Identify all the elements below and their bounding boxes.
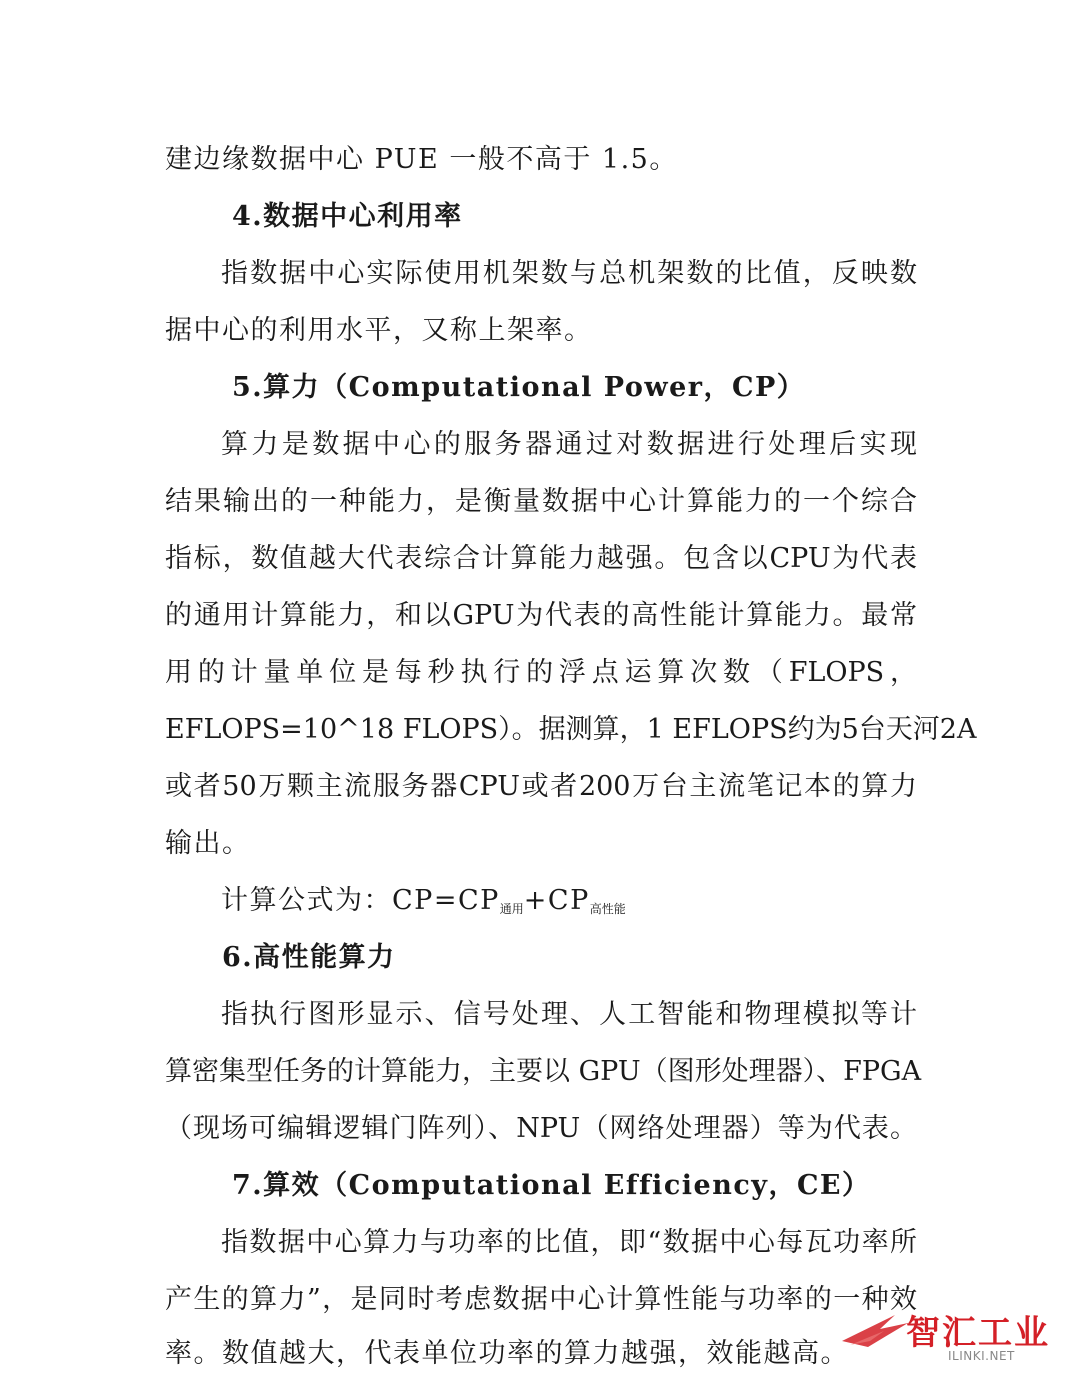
paragraph-line: 用的计量单位是每秒执行的浮点运算次数（FLOPS， <box>165 657 917 688</box>
section-heading-4: 4.数据中心利用率 <box>232 201 463 232</box>
paragraph-line: 据中心的利用水平，又称上架率。 <box>165 315 593 346</box>
paragraph-line: 或者50万颗主流服务器CPU或者200万台主流笔记本的算力 <box>165 771 917 802</box>
paragraph-line: 指标，数值越大代表综合计算能力越强。包含以CPU为代表 <box>165 543 917 574</box>
paragraph-line: （现场可编辑逻辑门阵列）、NPU（网络处理器）等为代表。 <box>165 1113 917 1144</box>
section-heading-5: 5.算力（Computational Power，CP） <box>232 372 806 403</box>
paragraph-line: 算密集型任务的计算能力，主要以 GPU（图形处理器）、FPGA <box>165 1056 922 1087</box>
formula-text: 计算公式为：CP=CP <box>221 885 500 916</box>
paragraph-line: 指执行图形显示、信号处理、人工智能和物理模拟等计 <box>221 999 917 1030</box>
formula-subscript-high-performance: 高性能 <box>589 902 626 916</box>
watermark-logo-icon <box>840 1301 910 1361</box>
watermark-url: ILINKI.NET <box>948 1349 1015 1363</box>
paragraph-line: 建边缘数据中心 PUE 一般不高于 1.5。 <box>165 144 678 175</box>
paragraph-line: 指数据中心算力与功率的比值，即“数据中心每瓦功率所 <box>221 1227 917 1258</box>
formula-line <box>221 881 917 929</box>
paragraph-line: 算力是数据中心的服务器通过对数据进行处理后实现 <box>221 429 917 460</box>
section-heading-7: 7.算效（Computational Efficiency，CE） <box>232 1170 871 1201</box>
paragraph-line: 指数据中心实际使用机架数与总机架数的比值，反映数 <box>221 258 917 289</box>
formula-subscript-general: 通用 <box>499 902 524 916</box>
formula-text: +CP <box>523 885 590 916</box>
watermark-brand: 智汇工业 <box>906 1313 1050 1353</box>
paragraph-line: 产生的算力”，是同时考虑数据中心计算性能与功率的一种效 <box>165 1284 917 1315</box>
paragraph-line: 输出。 <box>165 828 251 859</box>
paragraph-line: 率。数值越大，代表单位功率的算力越强，效能越高。 <box>165 1338 849 1369</box>
paragraph-line: EFLOPS=10^18 FLOPS）。据测算，1 EFLOPS约为5台天河2A <box>165 714 977 745</box>
paragraph-line: 结果输出的一种能力，是衡量数据中心计算能力的一个综合 <box>165 486 917 517</box>
paragraph-line: 的通用计算能力，和以GPU为代表的高性能计算能力。最常 <box>165 600 917 631</box>
watermark <box>840 1289 1070 1379</box>
section-heading-6: 6.高性能算力 <box>222 942 396 973</box>
